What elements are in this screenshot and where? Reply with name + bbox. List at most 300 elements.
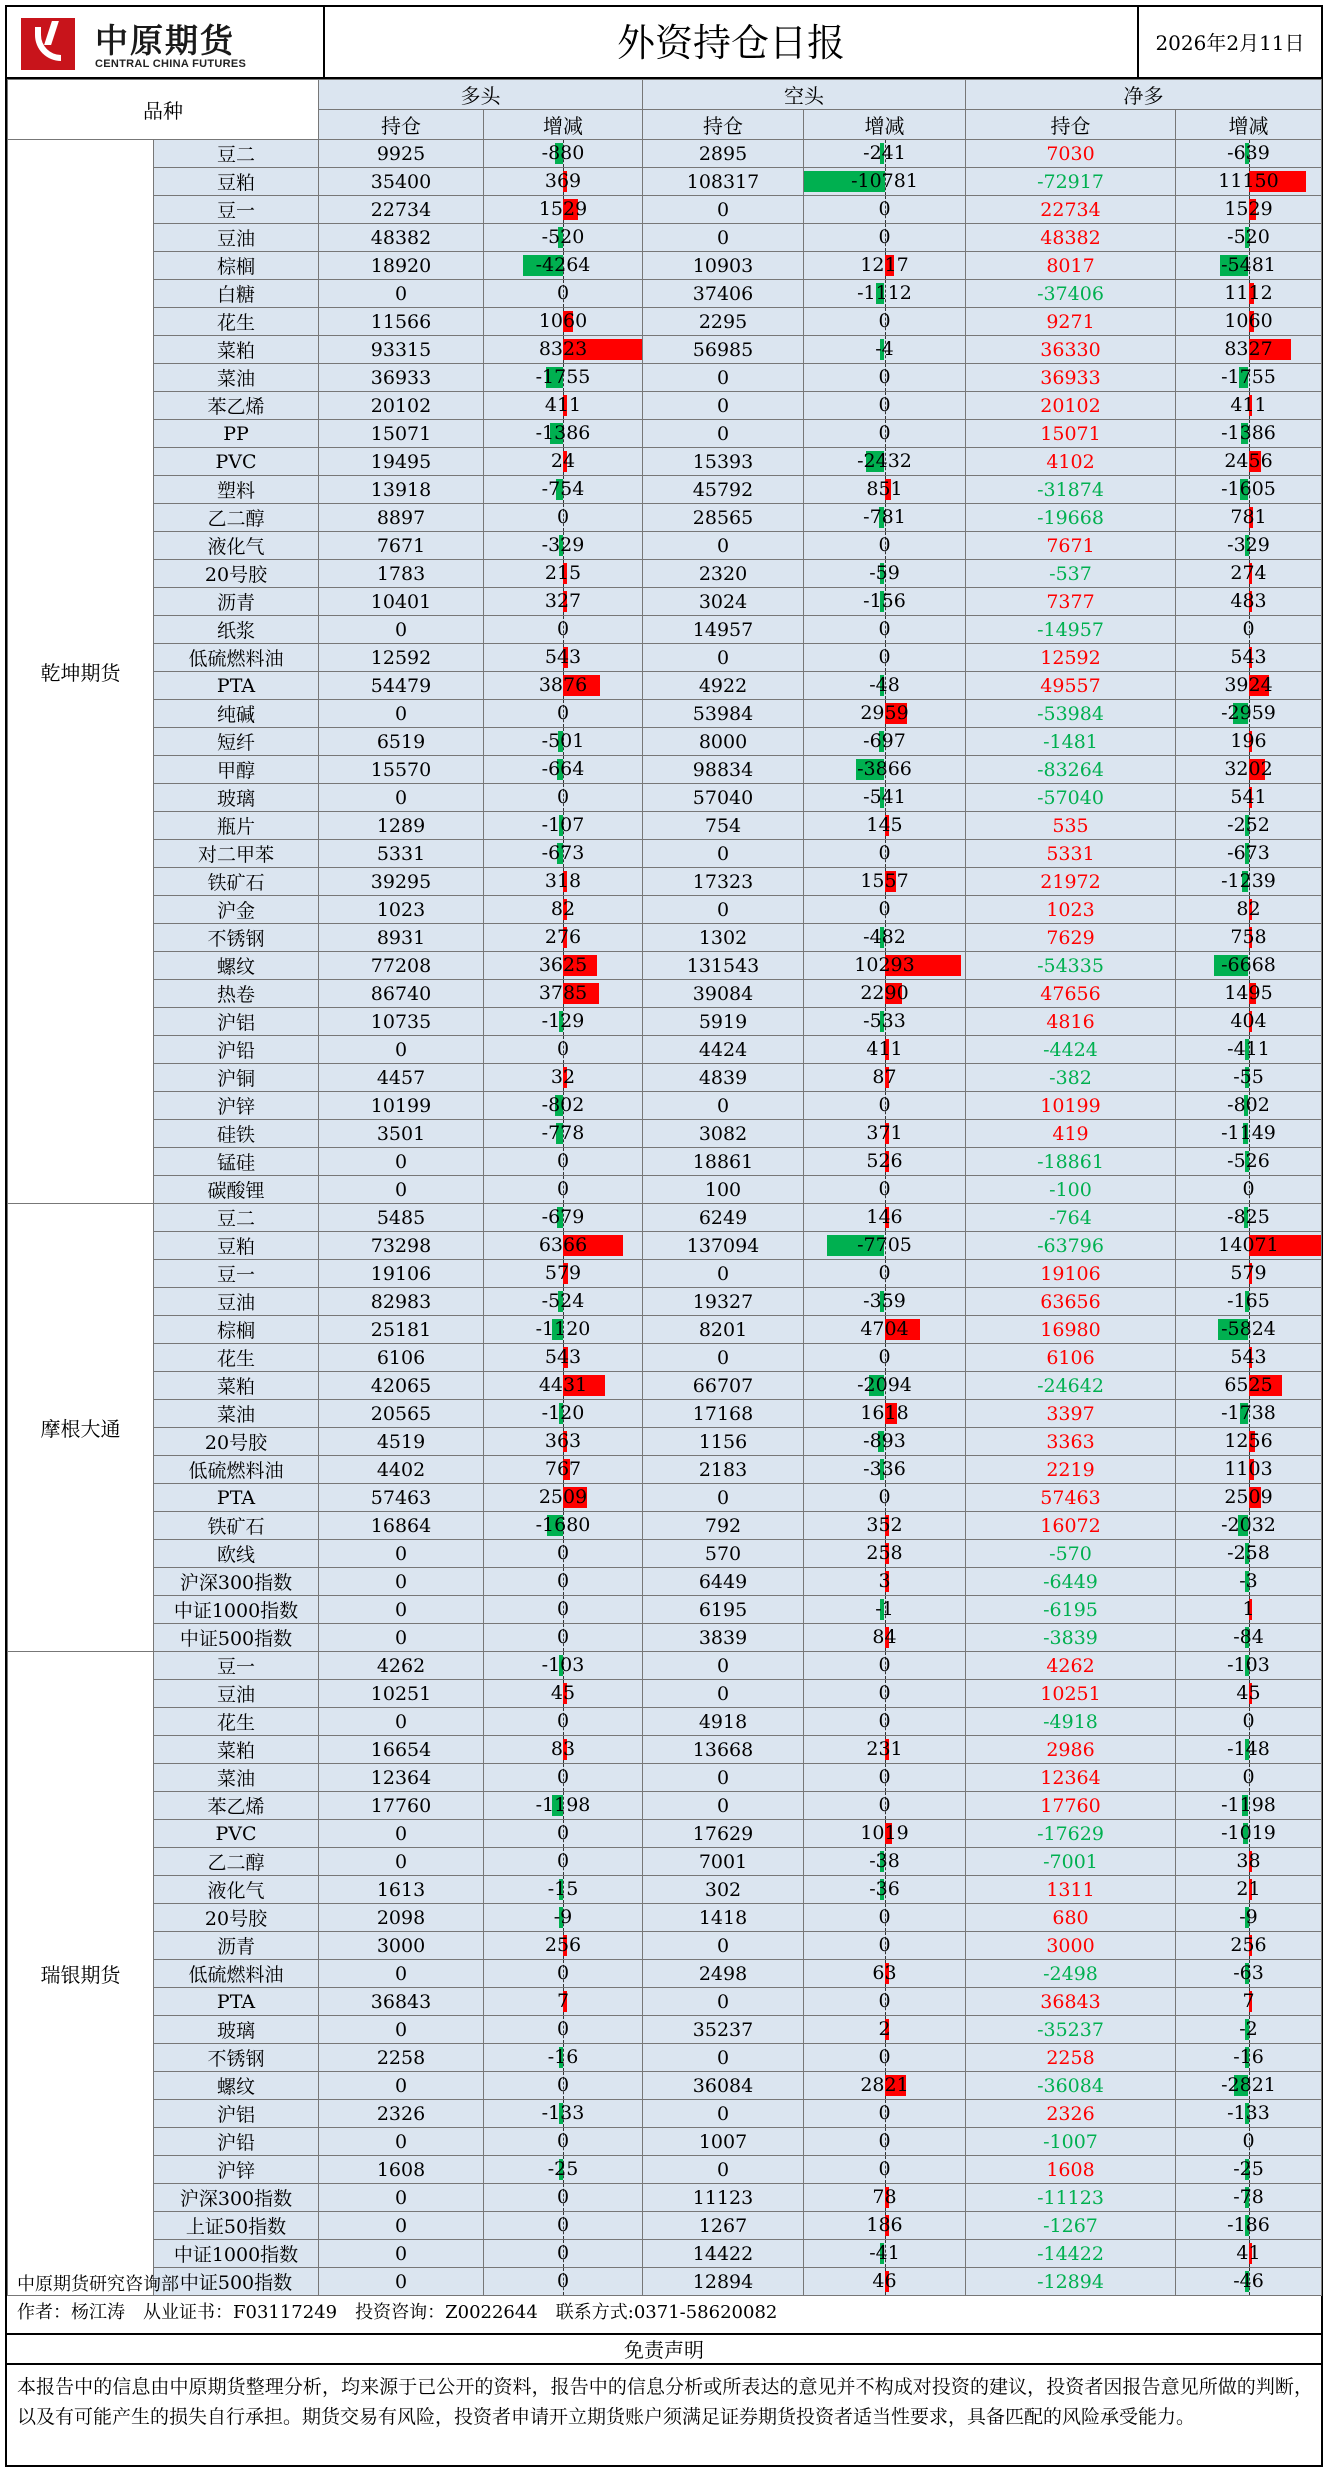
short-holding-cell: 570 [643,1540,804,1568]
table-row [8,644,1322,672]
net-holding-cell: -53984 [966,700,1176,728]
short-holding-cell: 108317 [643,168,804,196]
long-change-cell [484,924,643,952]
short-change-cell [804,2184,966,2212]
short-change-header: 增减 [804,110,966,140]
short-holding-cell: 1007 [643,2128,804,2156]
short-change-cell [804,616,966,644]
long-change-cell [484,1456,643,1484]
change-value: 4704 [860,1318,909,1340]
short-change-cell [804,2072,966,2100]
variety-cell: 沪铅 [154,2128,319,2156]
table-row [8,1456,1322,1484]
net-holding-cell: 2326 [966,2100,1176,2128]
variety-cell: 棕榈 [154,252,319,280]
table-row [8,392,1322,420]
net-change-cell [1176,700,1322,728]
long-change-cell [484,1736,643,1764]
short-holding-cell: 53984 [643,700,804,728]
change-value: 543 [1230,646,1267,668]
change-value: -2432 [857,450,912,472]
net-holding-cell: -12894 [966,2268,1176,2296]
long-holding-cell: 3000 [319,1932,484,1960]
table-row [8,1204,1322,1232]
net-change-cell [1176,756,1322,784]
long-holding-cell: 4457 [319,1064,484,1092]
change-value: 352 [866,1514,903,1536]
long-change-cell [484,1400,643,1428]
short-change-cell [804,1764,966,1792]
short-holding-cell: 6195 [643,1596,804,1624]
long-change-cell [484,784,643,812]
table-row [8,1344,1322,1372]
long-holding-cell: 6519 [319,728,484,756]
long-change-cell [484,1568,643,1596]
change-value: -2032 [1221,1514,1276,1536]
change-value: 0 [556,1962,570,1984]
table-row [8,1652,1322,1680]
net-holding-cell: 1023 [966,896,1176,924]
change-value: 1060 [1224,310,1273,332]
long-change-cell [484,728,643,756]
long-change-cell [484,1428,643,1456]
change-value: -10781 [851,170,918,192]
long-change-cell [484,1624,643,1652]
change-value: 0 [878,1262,891,1284]
variety-cell: 花生 [154,1708,319,1736]
company-name: 乾坤期货 [8,140,154,1204]
short-holding-cell: 0 [643,1932,804,1960]
change-value: 0 [878,310,891,332]
short-change-cell [804,560,966,588]
net-change-cell [1176,1876,1322,1904]
short-holding-cell: 0 [643,2044,804,2072]
short-holding-cell: 2895 [643,140,804,168]
change-value: 256 [544,1934,582,1956]
net-holding-cell: 63656 [966,1288,1176,1316]
long-holding-cell: 20565 [319,1400,484,1428]
change-value: 0 [878,394,891,416]
change-value: 0 [556,2074,570,2096]
short-holding-cell: 1418 [643,1904,804,1932]
variety-cell: 对二甲苯 [154,840,319,868]
short-holding-cell: 15393 [643,448,804,476]
change-value: 0 [556,1570,570,1592]
change-value: 0 [1242,1766,1255,1788]
change-value: 6525 [1224,1374,1273,1396]
net-change-cell [1176,140,1322,168]
net-holding-cell: 5331 [966,840,1176,868]
change-value: -1755 [535,366,591,388]
report-footer [7,2262,1321,2465]
change-value: 10293 [854,954,915,976]
change-value: -697 [863,730,906,752]
table-row [8,560,1322,588]
short-change-cell [804,1736,966,1764]
net-change-cell [1176,1848,1322,1876]
report-title: 外资持仓日报 [325,7,1139,79]
net-holding-cell: -1481 [966,728,1176,756]
table-row [8,1596,1322,1624]
short-change-cell [804,896,966,924]
change-value: -4 [875,338,894,360]
net-holding-cell: 2986 [966,1736,1176,1764]
net-change-cell [1176,1372,1322,1400]
change-value: 82 [1236,898,1261,920]
change-value: 0 [556,2214,570,2236]
short-holding-cell: 17168 [643,1400,804,1428]
table-row [8,924,1322,952]
net-holding-cell: -1267 [966,2212,1176,2240]
variety-cell: 沪锌 [154,2156,319,2184]
long-holding-cell: 0 [319,616,484,644]
change-value: 0 [878,2130,891,2152]
short-change-cell [804,1484,966,1512]
long-holding-cell: 0 [319,2128,484,2156]
variety-cell: 豆一 [154,1652,319,1680]
net-holding-cell: -14422 [966,2240,1176,2268]
long-change-cell [484,280,643,308]
variety-cell: 瓶片 [154,812,319,840]
change-value: -359 [863,1290,906,1312]
variety-cell: 螺纹 [154,2072,319,2100]
change-value: 45 [550,1682,576,1704]
long-holding-cell: 10251 [319,1680,484,1708]
net-change-cell [1176,504,1322,532]
short-group-header: 空头 [643,80,966,110]
net-holding-cell: -19668 [966,504,1176,532]
net-change-cell [1176,1092,1322,1120]
variety-cell: 20号胶 [154,560,319,588]
net-holding-cell: 4102 [966,448,1176,476]
net-change-cell [1176,1456,1322,1484]
short-holding-cell: 11123 [643,2184,804,2212]
change-value: -1198 [1221,1794,1276,1816]
net-holding-cell: 36843 [966,1988,1176,2016]
short-change-cell [804,1316,966,1344]
change-value: 0 [878,1654,891,1676]
net-change-cell [1176,1932,1322,1960]
variety-cell: 甲醇 [154,756,319,784]
long-holding-cell: 0 [319,1568,484,1596]
variety-cell: 菜油 [154,1400,319,1428]
long-change-cell [484,224,643,252]
change-value: 1557 [860,870,909,892]
net-holding-cell: -83264 [966,756,1176,784]
change-value: 0 [556,1822,570,1844]
change-value: -63 [1233,1962,1264,1984]
short-change-cell [804,1148,966,1176]
variety-cell: 沥青 [154,588,319,616]
variety-cell: 碳酸锂 [154,1176,319,1204]
short-change-cell [804,308,966,336]
net-holding-cell: 3000 [966,1932,1176,1960]
long-change-cell [484,1036,643,1064]
long-change-cell [484,1540,643,1568]
variety-cell: 菜粕 [154,336,319,364]
long-holding-cell: 1289 [319,812,484,840]
short-holding-cell: 6249 [643,1204,804,1232]
net-holding-cell: -63796 [966,1232,1176,1260]
variety-cell: 中证500指数 [154,2268,319,2296]
net-holding-cell: -570 [966,1540,1176,1568]
net-change-cell [1176,252,1322,280]
short-change-cell [804,280,966,308]
short-change-cell [804,1820,966,1848]
net-holding-cell: -1007 [966,2128,1176,2156]
change-value: 14071 [1218,1234,1279,1256]
net-change-cell [1176,476,1322,504]
long-change-cell [484,1932,643,1960]
long-change-cell [484,1596,643,1624]
long-holding-cell: 36933 [319,364,484,392]
short-holding-cell: 0 [643,532,804,560]
variety-cell: 沪铅 [154,1036,319,1064]
short-change-cell [804,1120,966,1148]
long-change-cell [484,1092,643,1120]
long-change-cell [484,252,643,280]
long-holding-cell: 0 [319,2184,484,2212]
net-change-cell [1176,2128,1322,2156]
long-change-cell [484,1820,643,1848]
change-value: -2 [1239,2018,1258,2040]
short-holding-cell: 0 [643,1092,804,1120]
change-value: 1103 [1224,1458,1273,1480]
net-change-cell [1176,1764,1322,1792]
short-change-cell [804,224,966,252]
net-change-cell [1176,980,1322,1008]
short-holding-cell: 18861 [643,1148,804,1176]
long-holding-cell: 0 [319,1176,484,1204]
net-change-cell [1176,1708,1322,1736]
variety-cell: 豆油 [154,1288,319,1316]
variety-cell: 沪铜 [154,1064,319,1092]
net-holding-cell: 7671 [966,532,1176,560]
short-holding-cell: 131543 [643,952,804,980]
short-change-cell [804,1428,966,1456]
change-value: -9 [1239,1906,1258,1928]
long-holding-cell: 2098 [319,1904,484,1932]
change-value: 3625 [538,954,588,976]
table-row [8,1316,1322,1344]
change-value: 41 [1236,2242,1261,2264]
short-holding-cell: 4839 [643,1064,804,1092]
variety-cell: 中证1000指数 [154,2240,319,2268]
net-holding-cell: -4424 [966,1036,1176,1064]
long-change-cell [484,980,643,1008]
long-change-cell [484,308,643,336]
short-holding-cell: 2320 [643,560,804,588]
change-value: 543 [544,646,582,668]
change-value: 0 [878,1990,891,2012]
short-change-cell [804,140,966,168]
net-change-cell [1176,1624,1322,1652]
short-holding-cell: 137094 [643,1232,804,1260]
variety-cell: 不锈钢 [154,924,319,952]
table-row [8,420,1322,448]
change-value: -482 [863,926,906,948]
net-change-cell [1176,672,1322,700]
short-holding-cell: 0 [643,896,804,924]
net-change-cell [1176,616,1322,644]
table-row [8,1876,1322,1904]
change-value: 0 [556,1038,570,1060]
net-change-cell [1176,1596,1322,1624]
change-value: 258 [866,1542,903,1564]
net-holding-cell: 4816 [966,1008,1176,1036]
change-value: 8323 [538,338,588,360]
change-value: 543 [544,1346,582,1368]
net-change-cell [1176,1064,1322,1092]
change-value: 2509 [538,1486,588,1508]
change-value: 38 [1236,1850,1261,1872]
net-change-cell [1176,1260,1322,1288]
long-change-cell [484,868,643,896]
change-value: 63 [872,1962,897,1984]
change-value: -103 [541,1654,585,1676]
long-change-cell [484,392,643,420]
change-value: 45 [1236,1682,1261,1704]
long-holding-cell: 1613 [319,1876,484,1904]
net-holding-cell: -24642 [966,1372,1176,1400]
change-value: 46 [872,2270,897,2292]
long-change-cell [484,420,643,448]
change-value: -329 [1227,534,1270,556]
table-row [8,588,1322,616]
net-holding-cell: -36084 [966,2072,1176,2100]
long-change-cell [484,1484,643,1512]
net-change-cell [1176,1820,1322,1848]
change-value: 1495 [1224,982,1273,1004]
table-row [8,1400,1322,1428]
change-value: 758 [1230,926,1267,948]
net-holding-cell: -54335 [966,952,1176,980]
change-value: -78 [1233,2186,1264,2208]
change-value: -107 [541,814,585,836]
change-value: -541 [863,786,906,808]
change-value: -36 [869,1878,900,1900]
long-holding-cell: 4262 [319,1652,484,1680]
change-value: -1149 [1221,1122,1276,1144]
short-change-cell [804,1372,966,1400]
change-value: 1019 [860,1822,909,1844]
long-holding-cell: 10735 [319,1008,484,1036]
short-change-cell [804,980,966,1008]
net-change-cell [1176,2212,1322,2240]
change-value: 0 [556,1598,570,1620]
change-value: -3866 [857,758,912,780]
long-holding-cell: 19106 [319,1260,484,1288]
long-change-cell [484,1652,643,1680]
long-holding-cell: 1608 [319,2156,484,2184]
change-value: 0 [878,226,891,248]
change-value: -673 [541,842,585,864]
short-change-cell [804,448,966,476]
net-holding-cell: 3363 [966,1428,1176,1456]
net-holding-cell: 19106 [966,1260,1176,1288]
net-change-cell [1176,1428,1322,1456]
table-row [8,1568,1322,1596]
long-holding-cell: 0 [319,2072,484,2100]
short-change-cell [804,1064,966,1092]
long-holding-cell: 0 [319,2268,484,2296]
net-change-cell [1176,1904,1322,1932]
short-holding-cell: 5919 [643,1008,804,1036]
change-value: 0 [878,646,891,668]
table-row [8,784,1322,812]
table-row [8,2156,1322,2184]
short-change-cell [804,840,966,868]
change-value: 3876 [538,674,588,696]
change-value: 0 [878,1794,891,1816]
short-change-cell [804,1260,966,1288]
long-change-cell [484,504,643,532]
table-row [8,476,1322,504]
short-holding-cell: 8000 [643,728,804,756]
change-value: 78 [872,2186,897,2208]
change-value: 3 [878,1570,891,1592]
long-change-cell [484,560,643,588]
change-value: -59 [869,562,900,584]
change-value: 0 [556,2270,570,2292]
change-value: 2821 [860,2074,909,2096]
table-row [8,1092,1322,1120]
table-row [8,364,1322,392]
long-holding-cell: 93315 [319,336,484,364]
change-value: -1738 [1221,1402,1276,1424]
change-value: 87 [872,1066,897,1088]
net-holding-cell: 20102 [966,392,1176,420]
net-group-header: 净多 [966,80,1322,110]
change-value: -15 [547,1878,579,1900]
long-holding-cell: 15570 [319,756,484,784]
change-value: 1 [1242,1598,1255,1620]
short-change-cell [804,1008,966,1036]
short-change-cell [804,924,966,952]
net-change-cell [1176,1652,1322,1680]
net-change-cell [1176,448,1322,476]
change-value: 0 [556,702,570,724]
short-change-cell [804,1568,966,1596]
change-value: 11150 [1218,170,1279,192]
net-change-cell [1176,168,1322,196]
change-value: 2959 [860,702,909,724]
short-change-cell [804,672,966,700]
variety-cell: PTA [154,1484,319,1512]
table-row [8,2072,1322,2100]
long-holding-cell: 35400 [319,168,484,196]
table-row [8,980,1322,1008]
short-holding-cell: 1267 [643,2212,804,2240]
short-holding-cell: 6449 [643,1568,804,1596]
net-change-cell [1176,840,1322,868]
net-change-cell [1176,2156,1322,2184]
short-holding-cell: 0 [643,364,804,392]
long-holding-cell: 20102 [319,392,484,420]
long-holding-cell: 39295 [319,868,484,896]
change-value: 256 [1230,1934,1267,1956]
change-value: 83 [550,1738,576,1760]
short-holding-header: 持仓 [643,110,804,140]
short-holding-cell: 0 [643,840,804,868]
variety-cell: 中证1000指数 [154,1596,319,1624]
long-holding-cell: 0 [319,1624,484,1652]
long-change-cell [484,588,643,616]
net-change-cell [1176,1288,1322,1316]
long-change-cell [484,1680,643,1708]
table-row [8,1176,1322,1204]
long-change-cell [484,448,643,476]
